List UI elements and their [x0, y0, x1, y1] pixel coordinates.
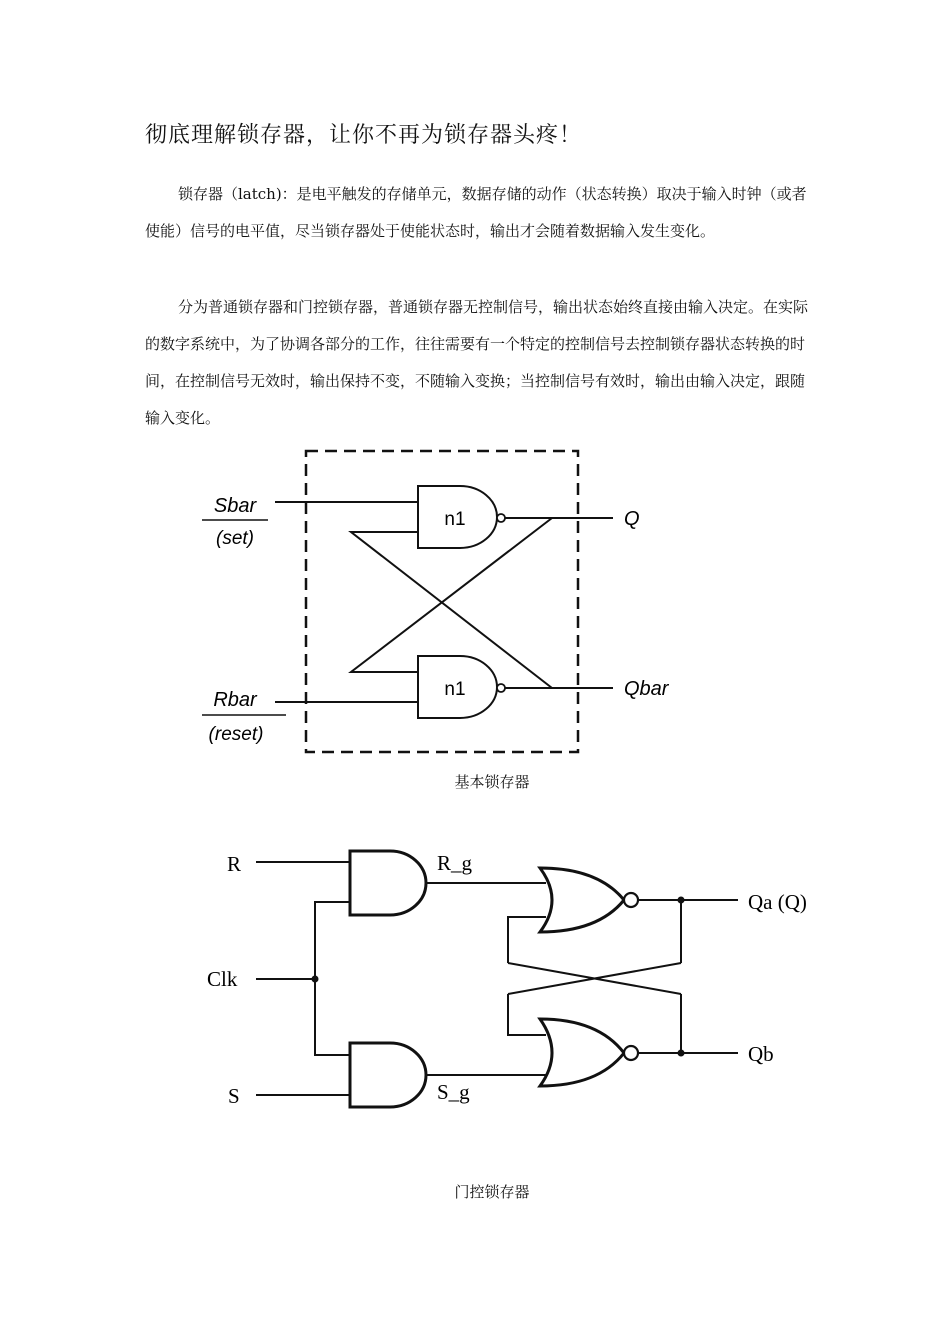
junction-dot-qa	[678, 897, 685, 904]
gate-label-bottom: n1	[444, 679, 466, 700]
input-label-reset: (reset)	[208, 724, 264, 745]
nor-gate-top	[540, 868, 624, 932]
gated-latch-diagram	[178, 809, 845, 1161]
paragraph-text: 分为普通锁存器和门控锁存器，普通锁存器无控制信号，输出状态始终直接由输入决定。在实际的数字系统中，为了协调各部分的工作，往往需要有一个特定的控制信号去控制锁存器状态转换的时间，在控制信号无效时，输出保持不变，不随输入变换；当控制信号有效时，输出由输入决定，跟随输入变化。	[145, 298, 809, 427]
nor-gate-bottom	[540, 1019, 624, 1086]
output-label-qbar: Qbar	[624, 678, 669, 700]
input-label-set: (set)	[216, 528, 254, 549]
signal-label-rg: R_g	[437, 851, 473, 875]
signal-label-sg: S_g	[437, 1080, 470, 1104]
input-label-clk: Clk	[207, 967, 238, 991]
inversion-bubble-top	[497, 514, 505, 522]
input-label-s: S	[228, 1084, 240, 1108]
and-gate-bottom	[350, 1043, 426, 1107]
page-title: 彻底理解锁存器，让你不再为锁存器头疼！	[145, 123, 583, 148]
figure-caption-gated-latch: 门控锁存器	[454, 1183, 530, 1201]
inversion-bubble-top	[624, 893, 638, 907]
input-label-r: R	[227, 852, 242, 876]
junction-dot-qb	[678, 1050, 685, 1057]
and-gate-top	[350, 851, 426, 915]
output-label-q: Q	[624, 508, 640, 530]
basic-latch-diagram	[178, 440, 703, 760]
inversion-bubble-bottom	[497, 684, 505, 692]
output-label-qa: Qa (Q)	[748, 890, 807, 914]
inversion-bubble-bottom	[624, 1046, 638, 1060]
input-label-sbar: Sbar	[213, 495, 257, 517]
paragraph-text: 锁存器（latch)：是电平触发的存储单元，数据存储的动作（状态转换）取决于输入时钟（或者使能）信号的电平值，尽当锁存器处于使能状态时，输出才会随着数据输入发生变化。	[145, 185, 807, 240]
paragraph-latch-types	[145, 289, 815, 437]
output-label-qb: Qb	[748, 1042, 774, 1066]
paragraph-latch-definition	[145, 176, 815, 250]
figure-caption-basic-latch: 基本锁存器	[454, 773, 530, 791]
junction-dot-clk	[312, 976, 319, 983]
gate-label-top: n1	[444, 509, 466, 530]
input-label-rbar: Rbar	[213, 689, 257, 711]
